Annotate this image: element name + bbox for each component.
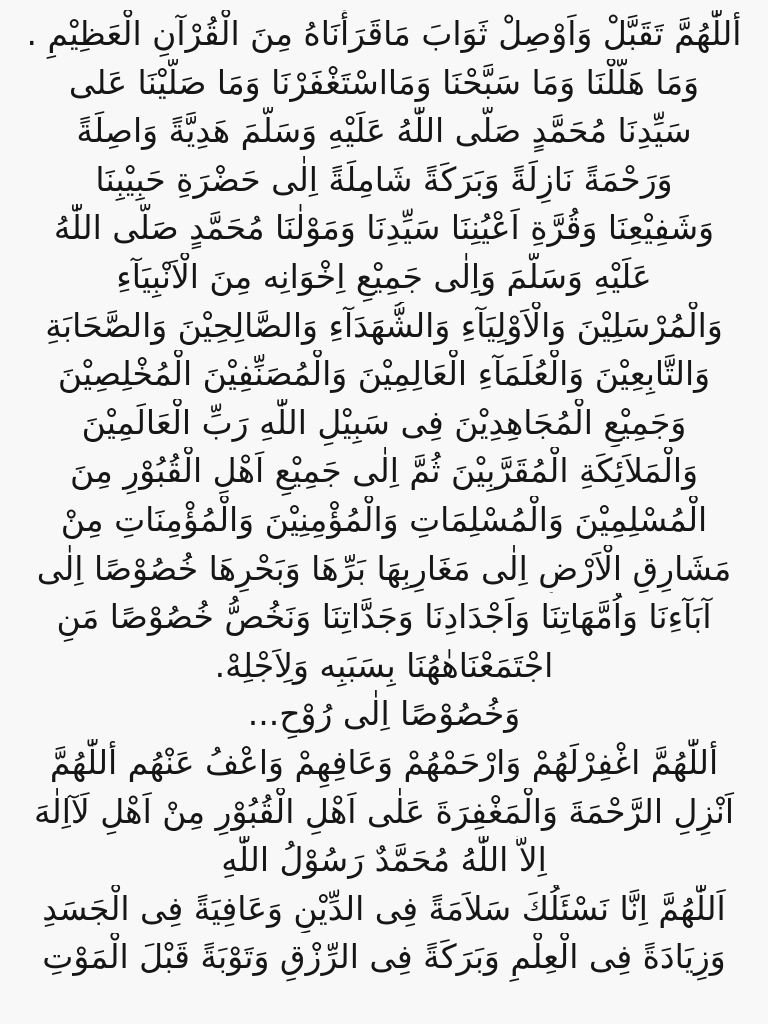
prayer-line: أللّٰهُمَّ اغْفِرْلَهُمْ وَارْحَمْهُمْ وَعَافِهِمْ وَاعْفُ عَنْهُم أللّٰهُمَّ — [49, 742, 719, 782]
prayer-line: وَخُصُوْصًا اِلٰى رُوْحِ... — [247, 694, 521, 734]
prayer-line: وَزِيَادَةً فِى الْعِلْمِ وَبَرَكَةً فِى الرِّزْقِ وَتَوْبَةً قَبْلَ الْمَوْتِ — [42, 937, 726, 977]
prayer-line: وَالْمَلاَئِكَةِ الْمُقَرَّبِيْنَ ثُمَّ اِلٰى جَمِيْعِ اَهْلِ الْقُبُوْرِ مِنَ — [69, 451, 698, 491]
prayer-line: وَالْمُرْسَلِيْنَ وَالْاَوْلِيَآءِ وَالشُّهَدَآءِ وَالصَّالِحِيْنَ وَالصَّحَابَةِ — [45, 305, 723, 345]
prayer-line: عَلَيْهِ وَسَلَّمَ وَاِلٰى جَمِيْعِ اِخْوَانِه مِنَ الْاَنْبِيَآءِ — [116, 256, 652, 296]
prayer-line: وَشَفِيْعِنَا وَقُرَّةِ اَعْيُنِنَا سَيِّدِنَا وَمَوْلٰنَا مُحَمَّدٍ صَلَّى اللّٰهُ — [53, 208, 715, 248]
prayer-line: مَشَارِقِ الْاَرْضِ اِلٰى مَغَارِبِهَا بَرِّهَا وَبَحْرِهَا خُصُوْصًا اِلٰى — [36, 548, 732, 588]
prayer-line: اِلاَّ اللّٰهُ مُحَمَّدٌ رَسُوْلُ اللّٰهِ — [221, 840, 547, 880]
prayer-line: الْمُسْلِمِيْنَ وَالْمُسْلِمَاتِ وَالْمُؤْمِنِيْنَ وَالْمُؤْمِنَاتِ مِنْ — [60, 499, 708, 539]
prayer-line: آبَآءِنَا وَاُمَّهَاتِنَا وَاَجْدَادِنَا وَجَدَّاتِنَا وَنَخُصُّ خُصُوْصًا مَنِ — [56, 597, 712, 637]
prayer-line: وَالتَّابِعِيْنَ وَالْعُلَمَآءِ الْعَالِمِيْنَ وَالْمُصَنِّفِيْنَ الْمُخْلِصِيْنَ — [57, 354, 711, 394]
prayer-line: اَللّٰهُمَّ اِنَّا نَسْئَلُكَ سَلاَمَةً فِى الدِّيْنِ وَعَافِيَةً فِى الْجَسَدِ — [42, 888, 726, 928]
prayer-line: سَيِّدِنَا مُحَمَّدٍ صَلَّى اللّٰهُ عَلَيْهِ وَسَلَّمَ هَدِيَّةً وَاصِلَةً — [76, 111, 692, 151]
prayer-line: اَنْزِلِ الرَّحْمَةَ وَالْمَغْفِرَةَ عَلٰى اَهْلِ الْقُبُوْرِ مِنْ اَهْلِ لَآاِلٰهَ — [33, 791, 735, 831]
prayer-line: أللّٰهُمَّ تَقَبَّلْ وَاَوْصِلْ ثَوَابَ مَاقَرَأْنَاهُ مِنَ الْقُرْآنِ الْعَظِيْمِ . — [26, 14, 742, 53]
prayer-line: اجْتَمَعْنَاهٰهُنَا بِسَبَبِه وَلِاَجْلِهْ. — [214, 645, 554, 685]
prayer-line: وَجَمِيْعِ الْمُجَاهِدِيْنَ فِى سَبِيْلِ اللّٰهِ رَبِّ الْعَالَمِيْنَ — [81, 402, 687, 442]
prayer-line: وَرَحْمَةً نَازِلَةً وَبَرَكَةً شَامِلَةً اِلٰى حَضْرَةِ حَبِيْبِنَا — [95, 159, 673, 199]
prayer-line: وَمَا هَلَّلْنَا وَمَا سَبَّحْنَا وَمَااسْتَغْفَرْنَا وَمَا صَلَّيْنَا عَلى — [68, 62, 700, 102]
